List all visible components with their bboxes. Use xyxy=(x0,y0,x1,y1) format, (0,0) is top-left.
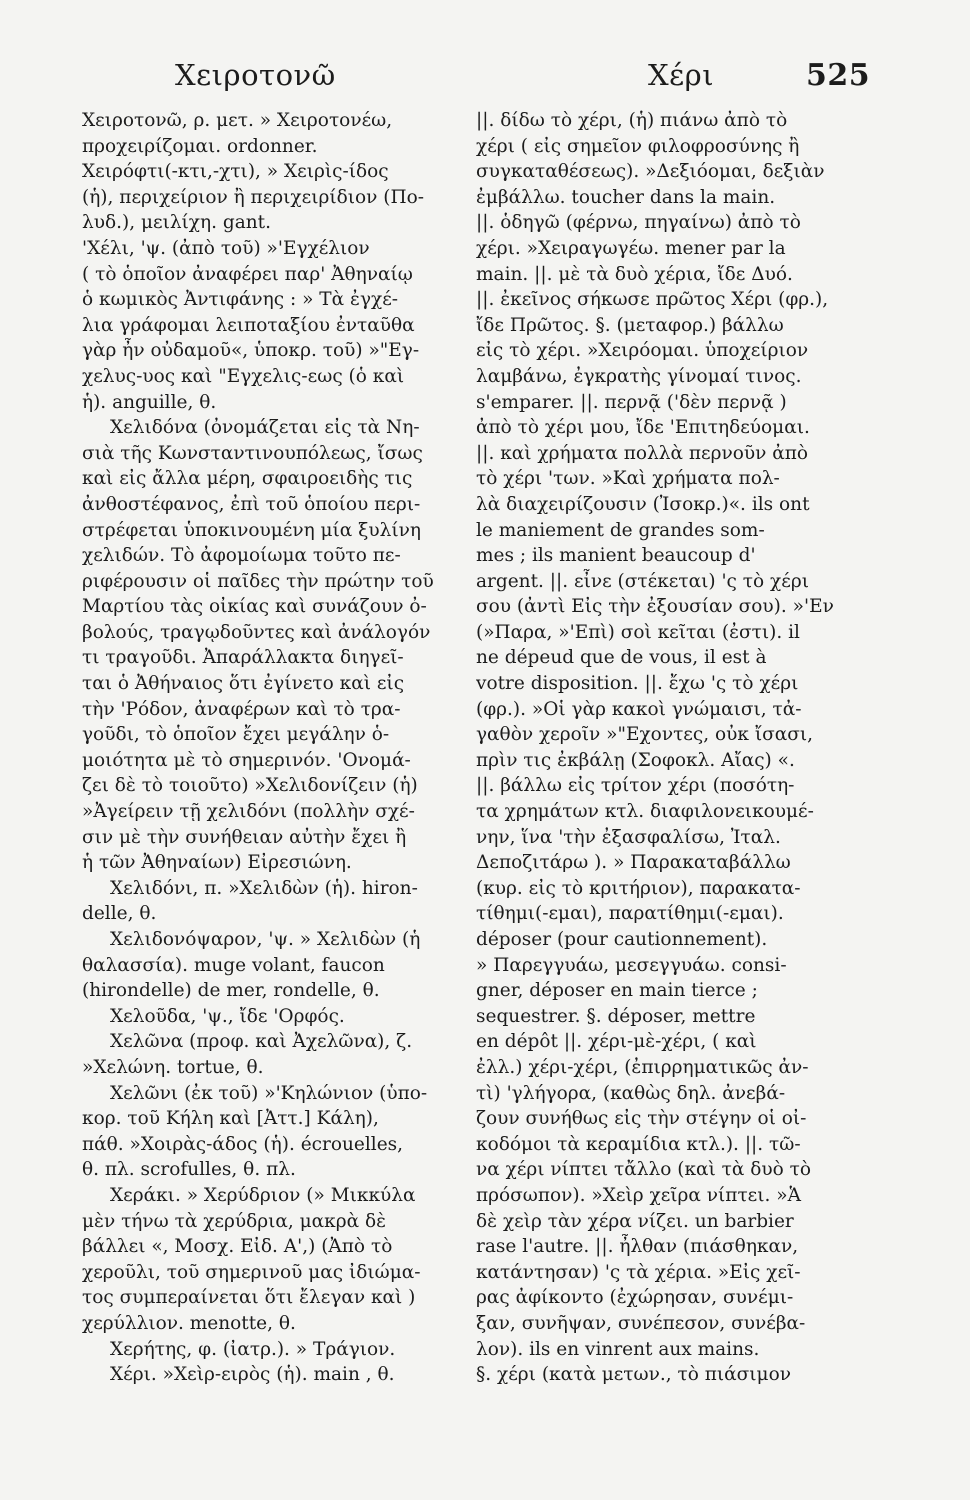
text-line: (ἡ), περιχείριον ἢ περιχειρίδιον (Πο- xyxy=(82,186,425,208)
text-line: ὁ κωμικὸς Ἀντιφάνης : » Τὰ ἐγχέ- xyxy=(82,289,399,311)
text-line: προχειρίζομαι. ordonner. xyxy=(82,135,318,157)
text-line: νην, ἵνα 'τὴν ἐξασφαλίσω, Ἰταλ. xyxy=(476,826,781,848)
text-line: μοιότητα μὲ τὸ σημερινόν. 'Ονομά- xyxy=(82,749,411,771)
text-line: argent. ||. εἶνε (στέκεται) 'ς τὸ χέρι xyxy=(476,570,809,592)
text-line: βάλλει «, Μοσχ. Εἰδ. Α',) (Ἀπὸ τὸ xyxy=(82,1236,393,1258)
text-line: gner, déposer en main tierce ; xyxy=(476,980,758,1002)
text-line: (κυρ. εἰς τὸ κριτήριον), παρακατα- xyxy=(476,877,801,899)
text-line: Χεράκι. » Χερύδριον (» Μικκύλα xyxy=(110,1184,416,1206)
text-line: Χειρόφτι(-κτι,-χτι), » Χειρὶς-ίδος xyxy=(82,161,389,183)
text-line: τὸ χέρι 'των. »Καὶ χρήματα πολ- xyxy=(476,468,780,490)
running-head-center: Χέρι xyxy=(648,58,715,92)
text-line: ἐμβάλλω. toucher dans la main. xyxy=(476,186,776,208)
text-line: συγκαταθέσεως). »Δεξιόομαι, δεξιὰν xyxy=(476,161,825,183)
text-line: ἐλλ.) χέρι-χέρι, (ἐπιρρηματικῶς ἀν- xyxy=(476,1056,809,1078)
text-line: rase l'autre. ||. ἦλθαν (πιάσθηκαν, xyxy=(476,1236,799,1258)
text-line: χεροῦλι, τοῦ σημερινοῦ μας ἰδιώμα- xyxy=(82,1261,421,1283)
text-line: ται ὁ Ἀθήναιος ὅτι ἐγίνετο καὶ εἰς xyxy=(82,673,405,695)
text-line: χέρι ( εἰς σημεῖον φιλοφροσύνης ἢ xyxy=(476,135,800,157)
text-line: λυδ.), μειλίχη. gant. xyxy=(82,212,271,234)
text-line: ne dépeud que de vous, il est à xyxy=(476,647,767,669)
text-line: 'Χέλι, 'ψ. (ἀπὸ τοῦ) »'Εγχέλιον xyxy=(82,237,370,259)
text-line: τὴν 'Ρόδον, ἀναφέρων καὶ τὸ τρα- xyxy=(82,698,401,720)
text-line: τος συμπεραίνεται ὅτι ἔλεγαν καὶ ) xyxy=(82,1287,416,1309)
text-line: χελιδών. Τὸ ἀφομοίωμα τοῦτο πε- xyxy=(82,545,401,567)
text-line: ἡ). anguille, θ. xyxy=(82,391,217,413)
text-line: (hirondelle) de mer, rondelle, θ. xyxy=(82,980,380,1002)
text-line: Χελιδόνα (ὀνομάζεται εἰς τὰ Νη- xyxy=(110,417,420,439)
text-line: γὰρ ἦν οὐδαμοῦ«, ὑποκρ. τοῦ) »"Εγ- xyxy=(82,340,420,362)
text-line: Δεποζιτάρω ). » Παρακαταβάλλω xyxy=(476,852,791,874)
text-line: ||. δίδω τὸ χέρι, (ἡ) πιάνω ἀπὸ τὸ xyxy=(476,110,788,131)
text-line: delle, θ. xyxy=(82,903,157,925)
text-line: sequestrer. §. déposer, mettre xyxy=(476,1005,756,1027)
text-line: Χερήτης, φ. (ἰατρ.). » Τράγιον. xyxy=(110,1338,396,1360)
text-line: » Παρεγγυάω, μεσεγγυάω. consi- xyxy=(476,954,787,976)
text-line: ||. ὁδηγῶ (φέρνω, πηγαίνω) ἀπὸ τὸ xyxy=(476,212,801,234)
text-line: κορ. τοῦ Κήλη καὶ [Ἀττ.] Κάλη), xyxy=(82,1108,379,1130)
text-line: σιὰ τῆς Κωνσταντινουπόλεως, ἴσως xyxy=(82,442,423,464)
text-line: χέρι. »Χειραγωγέω. mener par la xyxy=(476,237,786,259)
text-line: λὰ διαχειρίζουσιν (Ἰσοκρ.)«. ils ont xyxy=(476,493,810,515)
text-line: §. χέρι (κατὰ μετων., τὸ πιάσιμον xyxy=(476,1364,791,1386)
text-line: ξαν, συνῆψαν, συνέπεσον, συνέβα- xyxy=(476,1312,806,1334)
text-line: πρόσωπον). »Χεὶρ χεῖρα νίπτει. »Ἁ xyxy=(476,1184,801,1206)
text-line: »Χελώνη. tortue, θ. xyxy=(82,1056,264,1078)
text-line: en dépôt ||. χέρι-μὲ-χέρι, ( καὶ xyxy=(476,1031,757,1053)
text-line: βολούς, τραγῳδοῦντες καὶ ἀνάλογόν xyxy=(82,621,431,643)
text-line: Χελῶνι (ἐκ τοῦ) »'Κηλώνιον (ὑπο- xyxy=(110,1082,428,1104)
text-line: ρας ἀφίκοντο (ἐχώρησαν, συνέμι- xyxy=(476,1287,794,1309)
text-line: Χελῶνα (προφ. καὶ Ἀχελῶνα), ζ. xyxy=(110,1031,413,1053)
text-line: votre disposition. ||. ἔχω 'ς τὸ χέρι xyxy=(476,673,799,695)
page-number: 525 xyxy=(806,58,871,93)
text-line: θ. πλ. scrofulles, θ. πλ. xyxy=(82,1159,296,1181)
text-line: σου (ἀντὶ Εἰς τὴν ἐξουσίαν σου). »'Εν xyxy=(476,596,834,618)
text-line: λια γράφομαι λειποταξίου ἐνταῦθα xyxy=(82,314,415,336)
text-line: ζουν συνήθως εἰς τὴν στέγην οἱ οἰ- xyxy=(476,1108,807,1130)
text-line: ||. ἐκεῖνος σήκωσε πρῶτος Χέρι (φρ.), xyxy=(476,289,829,311)
running-head-left: Χειροτονῶ xyxy=(175,58,336,92)
text-line: Χελιδόνι, π. »Χελιδὼν (ἡ). hiron- xyxy=(110,877,418,899)
text-line: s'emparer. ||. περνᾷ ('δὲν περνᾷ ) xyxy=(476,391,787,413)
text-line: ἀνθοστέφανος, ἐπὶ τοῦ ὁποίου περι- xyxy=(82,493,421,515)
text-line: Χελιδονόψαρον, 'ψ. » Χελιδὼν (ἡ xyxy=(110,929,421,950)
text-line: κατάντησαν) 'ς τὰ χέρια. »Εἰς χεῖ- xyxy=(476,1261,801,1283)
text-line: Χειροτονῶ, ρ. μετ. » Χειροτονέω, xyxy=(82,110,393,131)
text-line: τίθημι(-εμαι), παρατίθημι(-εμαι). xyxy=(476,903,784,925)
text-line: ζει δὲ τὸ τοιοῦτο) »Χελιδονίζειν (ἡ) xyxy=(82,775,418,797)
text-line: τὶ) 'γλήγορα, (καθὼς δηλ. ἀνεβά- xyxy=(476,1082,786,1104)
text-line: Μαρτίου τὰς οἰκίας καὶ συνάζουν ὀ- xyxy=(82,596,427,618)
text-line: (»Παρα, »'Επὶ) σοὶ κεῖται (ἐστι). il xyxy=(476,621,800,643)
text-line: εἰς τὸ χέρι. »Χειρόομαι. ὑποχείριον xyxy=(476,340,809,362)
text-line: χελυς-υος καὶ "Εγχελις-εως (ὁ καὶ xyxy=(82,365,405,387)
text-line: δὲ χεὶρ τὰν χέρα νίζει. un barbier xyxy=(476,1210,794,1232)
text-line: γοῦδι, τὸ ὁποῖον ἔχει μεγάλην ὁ- xyxy=(82,724,390,746)
text-line: λον). ils en vinrent aux mains. xyxy=(476,1338,760,1360)
right-column xyxy=(476,108,866,1388)
text-line: le maniement de grandes som- xyxy=(476,519,765,541)
text-line: déposer (pour cautionnement). xyxy=(476,929,768,950)
text-line: (φρ.). »Οἱ γὰρ κακοὶ γνώμαισι, τἀ- xyxy=(476,698,802,720)
text-line: »Ἀγείρειν τῇ χελιδόνι (πολλὴν σχέ- xyxy=(82,801,415,823)
text-line: mes ; ils manient beaucoup d' xyxy=(476,545,756,567)
text-line: ἀπὸ τὸ χέρι μου, ἴδε 'Επιτηδεύομαι. xyxy=(476,417,810,439)
text-line: κοδόμοι τὰ κεραμίδια κτλ.). ||. τῶ- xyxy=(476,1133,801,1155)
text-line: main. ||. μὲ τὰ δυὸ χέρια, ἴδε Δυό. xyxy=(476,263,793,285)
text-line: καὶ εἰς ἄλλα μέρη, σφαιροειδὴς τις xyxy=(82,468,413,490)
text-line: να χέρι νίπτει τἄλλο (καὶ τὰ δυὸ τὸ xyxy=(476,1159,812,1181)
text-line: γαθὸν χεροῖν »"Εχοντες, οὐκ ἴσασι, xyxy=(476,724,813,746)
text-line: ||. καὶ χρήματα πολλὰ περνοῦν ἀπὸ xyxy=(476,442,808,464)
text-line: στρέφεται ὑποκινουμένη μία ξυλίνη xyxy=(82,519,421,541)
text-line: ||. βάλλω εἰς τρίτον χέρι (ποσότη- xyxy=(476,775,795,797)
text-line: ριφέρουσιν οἱ παῖδες τὴν πρώτην τοῦ xyxy=(82,570,434,592)
text-line: ( τὸ ὁποῖον ἀναφέρει παρ' Ἀθηναίῳ xyxy=(82,263,413,285)
text-line: μὲν τήνω τὰ χερύδρια, μακρὰ δὲ xyxy=(82,1210,387,1232)
text-line: θαλασσία). muge volant, faucon xyxy=(82,954,385,976)
text-line: Χελοῦδα, 'ψ., ἴδε 'Ορφός. xyxy=(110,1005,345,1027)
text-line: ἴδε Πρῶτος. §. (μεταφορ.) βάλλω xyxy=(476,314,784,336)
text-line: σιν μὲ τὴν συνήθειαν αὐτὴν ἔχει ἢ xyxy=(82,826,407,848)
text-line: πρὶν τις ἐκβάλῃ (Σοφοκλ. Αἴας) «. xyxy=(476,749,795,771)
text-line: ἡ τῶν Ἀθηναίων) Εἰρεσιώνη. xyxy=(82,852,352,874)
text-line: λαμβάνω, ἐγκρατὴς γίνομαί τινος. xyxy=(476,365,802,387)
text-line: τα χρημάτων κτλ. διαφιλονεικουμέ- xyxy=(476,801,814,823)
text-line: Χέρι. »Χεὶρ-ειρὸς (ἡ). main , θ. xyxy=(110,1364,395,1386)
text-line: χερύλλιον. menotte, θ. xyxy=(82,1312,296,1334)
left-column xyxy=(82,108,472,1388)
text-line: τι τραγοῦδι. Ἀπαράλλακτα διηγεῖ- xyxy=(82,647,404,669)
text-line: πάθ. »Χοιρὰς-άδος (ἡ). écrouelles, xyxy=(82,1133,404,1155)
